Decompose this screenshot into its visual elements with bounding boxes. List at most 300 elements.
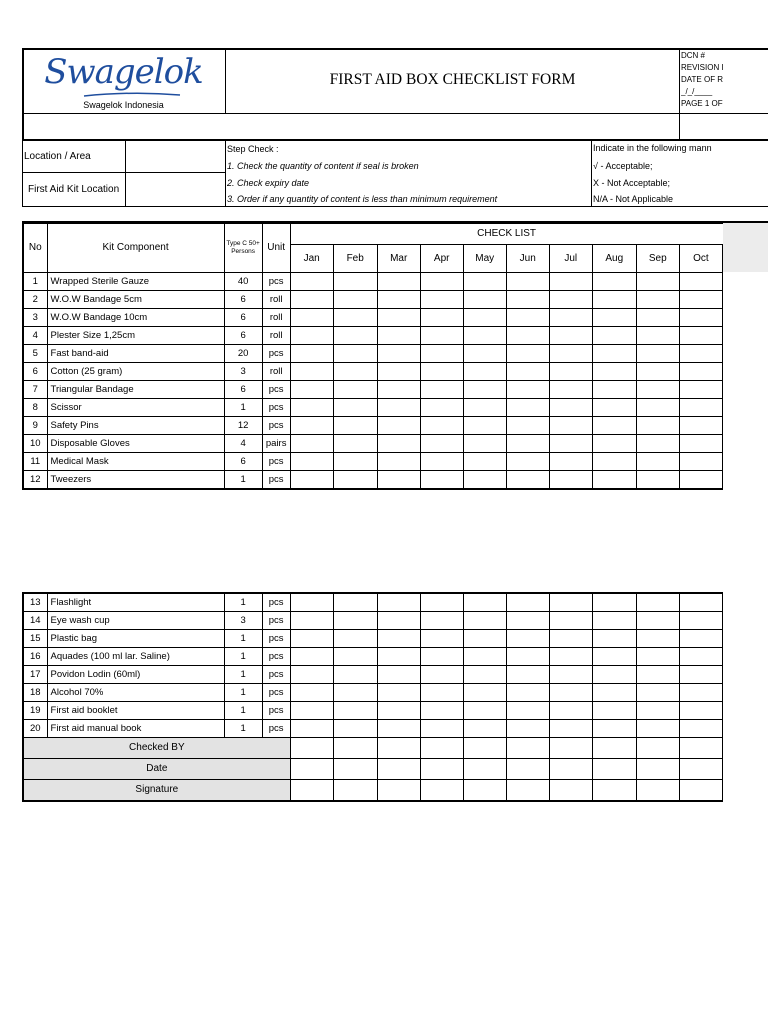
signoff-cell-aug[interactable] [592, 759, 636, 780]
check-cell-oct[interactable] [679, 291, 722, 309]
check-cell-mar[interactable] [377, 435, 420, 453]
check-cell-jan[interactable] [290, 666, 333, 684]
item-no: 7 [23, 381, 47, 399]
check-cell-jun[interactable] [506, 702, 549, 720]
check-cell-oct[interactable] [679, 273, 722, 291]
check-cell-apr[interactable] [420, 345, 463, 363]
item-qty: 3 [224, 612, 262, 630]
check-cell-oct[interactable] [679, 381, 722, 399]
check-cell-feb[interactable] [333, 309, 377, 327]
check-cell-jul[interactable] [549, 612, 592, 630]
col-type: Type C 50+ Persons [224, 224, 262, 273]
check-cell-mar[interactable] [377, 309, 420, 327]
check-cell-aug[interactable] [592, 630, 636, 648]
check-cell-feb[interactable] [333, 435, 377, 453]
check-cell-may[interactable] [463, 381, 506, 399]
check-cell-aug[interactable] [592, 593, 636, 612]
check-cell-jun[interactable] [506, 435, 549, 453]
check-cell-apr[interactable] [420, 327, 463, 345]
signoff-cell-jul[interactable] [549, 780, 592, 802]
table-row [23, 471, 723, 490]
check-cell-jan[interactable] [290, 273, 333, 291]
check-cell-apr[interactable] [420, 399, 463, 417]
check-cell-oct[interactable] [679, 612, 722, 630]
check-cell-oct[interactable] [679, 327, 722, 345]
check-cell-jun[interactable] [506, 666, 549, 684]
item-unit: roll [262, 309, 290, 327]
check-cell-may[interactable] [463, 417, 506, 435]
signoff-cell-may[interactable] [463, 759, 506, 780]
check-cell-may[interactable] [463, 684, 506, 702]
check-cell-oct[interactable] [679, 720, 722, 738]
check-cell-mar[interactable] [377, 593, 420, 612]
item-no: 18 [23, 684, 47, 702]
signoff-cell-may[interactable] [463, 738, 506, 759]
signoff-cell-aug[interactable] [592, 780, 636, 802]
check-cell-jun[interactable] [506, 417, 549, 435]
signoff-cell-sep[interactable] [636, 759, 679, 780]
month-header-feb: Feb [333, 245, 377, 273]
check-cell-oct[interactable] [679, 702, 722, 720]
item-unit: pcs [262, 381, 290, 399]
item-qty: 12 [224, 417, 262, 435]
check-cell-jan[interactable] [290, 453, 333, 471]
check-cell-oct[interactable] [679, 684, 722, 702]
table-row [23, 435, 723, 453]
check-cell-apr[interactable] [420, 593, 463, 612]
check-cell-aug[interactable] [592, 327, 636, 345]
signoff-cell-may[interactable] [463, 780, 506, 802]
check-cell-sep[interactable] [636, 702, 679, 720]
item-unit: roll [262, 327, 290, 345]
check-cell-mar[interactable] [377, 363, 420, 381]
check-cell-jun[interactable] [506, 345, 549, 363]
signoff-cell-apr[interactable] [420, 780, 463, 802]
check-cell-mar[interactable] [377, 273, 420, 291]
check-cell-sep[interactable] [636, 471, 679, 490]
check-cell-jan[interactable] [290, 435, 333, 453]
check-cell-sep[interactable] [636, 345, 679, 363]
check-cell-sep[interactable] [636, 417, 679, 435]
check-cell-sep[interactable] [636, 593, 679, 612]
check-cell-sep[interactable] [636, 612, 679, 630]
check-cell-oct[interactable] [679, 399, 722, 417]
check-cell-aug[interactable] [592, 453, 636, 471]
item-no: 4 [23, 327, 47, 345]
check-cell-sep[interactable] [636, 435, 679, 453]
signoff-cell-feb[interactable] [333, 780, 377, 802]
check-cell-oct[interactable] [679, 417, 722, 435]
check-cell-jun[interactable] [506, 273, 549, 291]
check-cell-may[interactable] [463, 648, 506, 666]
check-cell-aug[interactable] [592, 273, 636, 291]
check-cell-jun[interactable] [506, 720, 549, 738]
check-cell-aug[interactable] [592, 648, 636, 666]
check-cell-apr[interactable] [420, 684, 463, 702]
check-cell-may[interactable] [463, 630, 506, 648]
check-cell-apr[interactable] [420, 417, 463, 435]
item-unit: pcs [262, 648, 290, 666]
col-component: Kit Component [47, 224, 224, 273]
checklist-table-part-1 [22, 272, 723, 490]
check-cell-apr[interactable] [420, 702, 463, 720]
legend-acceptable: √ - Acceptable; [593, 161, 653, 171]
dcn-label: DCN # [681, 51, 706, 60]
check-cell-sep[interactable] [636, 327, 679, 345]
check-cell-may[interactable] [463, 666, 506, 684]
check-cell-jul[interactable] [549, 327, 592, 345]
item-unit: pcs [262, 702, 290, 720]
check-cell-jul[interactable] [549, 291, 592, 309]
check-cell-aug[interactable] [592, 684, 636, 702]
check-cell-oct[interactable] [679, 435, 722, 453]
check-cell-jul[interactable] [549, 453, 592, 471]
check-cell-aug[interactable] [592, 345, 636, 363]
check-cell-feb[interactable] [333, 630, 377, 648]
check-cell-feb[interactable] [333, 648, 377, 666]
check-cell-feb[interactable] [333, 399, 377, 417]
check-cell-jul[interactable] [549, 345, 592, 363]
check-cell-feb[interactable] [333, 417, 377, 435]
check-cell-apr[interactable] [420, 435, 463, 453]
check-cell-jul[interactable] [549, 417, 592, 435]
check-cell-may[interactable] [463, 612, 506, 630]
check-cell-jul[interactable] [549, 684, 592, 702]
item-qty: 6 [224, 381, 262, 399]
signoff-row [23, 780, 723, 802]
check-cell-jan[interactable] [290, 593, 333, 612]
month-header-jul: Jul [549, 245, 592, 273]
check-cell-jan[interactable] [290, 648, 333, 666]
check-cell-jan[interactable] [290, 327, 333, 345]
check-cell-feb[interactable] [333, 612, 377, 630]
company-name: Swagelok Indonesia [83, 100, 164, 110]
check-cell-sep[interactable] [636, 381, 679, 399]
check-cell-jan[interactable] [290, 291, 333, 309]
signoff-cell-jan[interactable] [290, 759, 333, 780]
check-cell-apr[interactable] [420, 630, 463, 648]
item-no: 5 [23, 345, 47, 363]
header-mid-border [22, 113, 768, 114]
check-cell-apr[interactable] [420, 273, 463, 291]
check-cell-feb[interactable] [333, 702, 377, 720]
item-qty: 6 [224, 291, 262, 309]
item-qty: 40 [224, 273, 262, 291]
check-cell-jan[interactable] [290, 702, 333, 720]
check-cell-aug[interactable] [592, 399, 636, 417]
signoff-cell-oct[interactable] [679, 738, 722, 759]
check-cell-apr[interactable] [420, 291, 463, 309]
check-cell-oct[interactable] [679, 630, 722, 648]
item-name: Wrapped Sterile Gauze [47, 273, 224, 291]
step-1: 1. Check the quantity of content if seal is broken [227, 161, 419, 171]
check-cell-may[interactable] [463, 363, 506, 381]
check-cell-apr[interactable] [420, 363, 463, 381]
check-cell-mar[interactable] [377, 702, 420, 720]
signoff-cell-sep[interactable] [636, 780, 679, 802]
check-cell-jul[interactable] [549, 309, 592, 327]
check-cell-oct[interactable] [679, 471, 722, 490]
check-cell-mar[interactable] [377, 453, 420, 471]
item-name: First aid manual book [47, 720, 224, 738]
item-no: 15 [23, 630, 47, 648]
check-cell-sep[interactable] [636, 648, 679, 666]
item-name: Alcohol 70% [47, 684, 224, 702]
item-qty: 6 [224, 453, 262, 471]
signoff-cell-jan[interactable] [290, 738, 333, 759]
signoff-cell-jul[interactable] [549, 759, 592, 780]
check-cell-jun[interactable] [506, 630, 549, 648]
signoff-cell-aug[interactable] [592, 738, 636, 759]
check-cell-jul[interactable] [549, 666, 592, 684]
table-row [23, 309, 723, 327]
check-cell-jul[interactable] [549, 593, 592, 612]
check-cell-may[interactable] [463, 453, 506, 471]
check-cell-apr[interactable] [420, 720, 463, 738]
kit-location-field[interactable] [127, 175, 223, 204]
check-cell-apr[interactable] [420, 648, 463, 666]
item-unit: pcs [262, 593, 290, 612]
check-cell-aug[interactable] [592, 363, 636, 381]
signoff-cell-mar[interactable] [377, 738, 420, 759]
check-cell-apr[interactable] [420, 612, 463, 630]
check-cell-oct[interactable] [679, 453, 722, 471]
item-name: Povidon Lodin (60ml) [47, 666, 224, 684]
signoff-cell-oct[interactable] [679, 759, 722, 780]
check-cell-aug[interactable] [592, 666, 636, 684]
check-cell-jun[interactable] [506, 363, 549, 381]
step-3: 3. Order if any quantity of content is less than minimum requirement [227, 194, 498, 204]
signoff-cell-sep[interactable] [636, 738, 679, 759]
check-cell-sep[interactable] [636, 309, 679, 327]
check-cell-jan[interactable] [290, 612, 333, 630]
location-field[interactable] [127, 142, 223, 170]
item-no: 12 [23, 471, 47, 490]
check-cell-jul[interactable] [549, 381, 592, 399]
check-cell-mar[interactable] [377, 471, 420, 490]
signoff-cell-oct[interactable] [679, 780, 722, 802]
check-cell-oct[interactable] [679, 345, 722, 363]
check-cell-mar[interactable] [377, 666, 420, 684]
check-cell-jan[interactable] [290, 309, 333, 327]
info-row-divider [22, 172, 226, 173]
check-cell-sep[interactable] [636, 630, 679, 648]
signoff-cell-apr[interactable] [420, 738, 463, 759]
signoff-cell-feb[interactable] [333, 759, 377, 780]
check-cell-jan[interactable] [290, 471, 333, 490]
check-cell-may[interactable] [463, 702, 506, 720]
signoff-label: Signature [23, 780, 290, 802]
item-no: 19 [23, 702, 47, 720]
check-cell-sep[interactable] [636, 666, 679, 684]
item-name: Aquades (100 ml lar. Saline) [47, 648, 224, 666]
check-cell-may[interactable] [463, 291, 506, 309]
month-header-mar: Mar [377, 245, 420, 273]
check-cell-jul[interactable] [549, 630, 592, 648]
check-cell-jun[interactable] [506, 612, 549, 630]
check-cell-may[interactable] [463, 327, 506, 345]
check-cell-jul[interactable] [549, 471, 592, 490]
check-cell-jan[interactable] [290, 381, 333, 399]
check-cell-jul[interactable] [549, 399, 592, 417]
check-cell-oct[interactable] [679, 593, 722, 612]
check-cell-jan[interactable] [290, 684, 333, 702]
table-row [23, 363, 723, 381]
check-cell-feb[interactable] [333, 291, 377, 309]
check-cell-apr[interactable] [420, 309, 463, 327]
check-cell-mar[interactable] [377, 720, 420, 738]
check-cell-jan[interactable] [290, 399, 333, 417]
check-cell-aug[interactable] [592, 309, 636, 327]
check-cell-jun[interactable] [506, 327, 549, 345]
check-cell-aug[interactable] [592, 417, 636, 435]
step-check-heading: Step Check : [227, 144, 279, 154]
item-name: Plastic bag [47, 630, 224, 648]
check-cell-may[interactable] [463, 273, 506, 291]
check-cell-mar[interactable] [377, 684, 420, 702]
check-cell-sep[interactable] [636, 291, 679, 309]
check-cell-jul[interactable] [549, 702, 592, 720]
check-cell-may[interactable] [463, 471, 506, 490]
signoff-cell-apr[interactable] [420, 759, 463, 780]
signoff-cell-jun[interactable] [506, 759, 549, 780]
check-cell-feb[interactable] [333, 381, 377, 399]
legend-heading: Indicate in the following mann [593, 143, 712, 153]
signoff-cell-jul[interactable] [549, 738, 592, 759]
check-cell-feb[interactable] [333, 453, 377, 471]
signoff-row [23, 738, 723, 759]
check-cell-feb[interactable] [333, 593, 377, 612]
month-header-apr: Apr [420, 245, 463, 273]
signoff-cell-jan[interactable] [290, 780, 333, 802]
check-cell-may[interactable] [463, 720, 506, 738]
check-cell-jan[interactable] [290, 363, 333, 381]
item-no: 14 [23, 612, 47, 630]
check-cell-jan[interactable] [290, 345, 333, 363]
check-cell-may[interactable] [463, 399, 506, 417]
table-row [23, 648, 723, 666]
check-cell-oct[interactable] [679, 363, 722, 381]
check-cell-mar[interactable] [377, 612, 420, 630]
check-cell-mar[interactable] [377, 399, 420, 417]
check-cell-jul[interactable] [549, 648, 592, 666]
check-cell-sep[interactable] [636, 684, 679, 702]
check-cell-mar[interactable] [377, 327, 420, 345]
signoff-cell-mar[interactable] [377, 759, 420, 780]
check-cell-sep[interactable] [636, 363, 679, 381]
check-cell-jun[interactable] [506, 593, 549, 612]
check-cell-jan[interactable] [290, 630, 333, 648]
check-cell-feb[interactable] [333, 363, 377, 381]
check-cell-jun[interactable] [506, 453, 549, 471]
check-cell-feb[interactable] [333, 720, 377, 738]
check-cell-jul[interactable] [549, 363, 592, 381]
table-row [23, 381, 723, 399]
check-cell-jun[interactable] [506, 291, 549, 309]
date-value: _/_/____ [681, 87, 713, 96]
signoff-cell-mar[interactable] [377, 780, 420, 802]
check-cell-mar[interactable] [377, 345, 420, 363]
check-cell-jul[interactable] [549, 720, 592, 738]
check-cell-feb[interactable] [333, 273, 377, 291]
check-cell-sep[interactable] [636, 453, 679, 471]
check-cell-may[interactable] [463, 345, 506, 363]
header-divider-2 [679, 48, 680, 140]
check-cell-aug[interactable] [592, 471, 636, 490]
table-row [23, 345, 723, 363]
check-cell-jun[interactable] [506, 309, 549, 327]
check-cell-apr[interactable] [420, 453, 463, 471]
check-cell-oct[interactable] [679, 309, 722, 327]
item-unit: pcs [262, 453, 290, 471]
check-cell-sep[interactable] [636, 399, 679, 417]
check-cell-sep[interactable] [636, 720, 679, 738]
check-cell-sep[interactable] [636, 273, 679, 291]
check-cell-mar[interactable] [377, 417, 420, 435]
signoff-cell-jun[interactable] [506, 780, 549, 802]
item-qty: 1 [224, 666, 262, 684]
check-cell-mar[interactable] [377, 381, 420, 399]
check-cell-jun[interactable] [506, 648, 549, 666]
check-cell-feb[interactable] [333, 471, 377, 490]
check-cell-apr[interactable] [420, 471, 463, 490]
item-qty: 1 [224, 593, 262, 612]
check-cell-may[interactable] [463, 435, 506, 453]
check-cell-jul[interactable] [549, 273, 592, 291]
check-cell-jun[interactable] [506, 381, 549, 399]
table-row [23, 417, 723, 435]
check-cell-aug[interactable] [592, 702, 636, 720]
check-cell-apr[interactable] [420, 381, 463, 399]
check-cell-aug[interactable] [592, 720, 636, 738]
check-cell-aug[interactable] [592, 612, 636, 630]
check-cell-may[interactable] [463, 309, 506, 327]
table-row [23, 702, 723, 720]
check-cell-jun[interactable] [506, 684, 549, 702]
check-cell-oct[interactable] [679, 648, 722, 666]
item-qty: 1 [224, 702, 262, 720]
check-cell-feb[interactable] [333, 345, 377, 363]
check-cell-aug[interactable] [592, 435, 636, 453]
check-cell-oct[interactable] [679, 666, 722, 684]
check-cell-aug[interactable] [592, 291, 636, 309]
signoff-cell-feb[interactable] [333, 738, 377, 759]
check-cell-feb[interactable] [333, 666, 377, 684]
check-cell-apr[interactable] [420, 666, 463, 684]
month-header-sep: Sep [636, 245, 679, 273]
item-name: Tweezers [47, 471, 224, 490]
check-cell-jul[interactable] [549, 435, 592, 453]
check-cell-jun[interactable] [506, 471, 549, 490]
check-cell-aug[interactable] [592, 381, 636, 399]
check-cell-jan[interactable] [290, 417, 333, 435]
check-cell-jan[interactable] [290, 720, 333, 738]
item-no: 9 [23, 417, 47, 435]
check-cell-may[interactable] [463, 593, 506, 612]
check-cell-feb[interactable] [333, 327, 377, 345]
item-unit: pcs [262, 630, 290, 648]
signoff-cell-jun[interactable] [506, 738, 549, 759]
check-cell-mar[interactable] [377, 630, 420, 648]
check-cell-jun[interactable] [506, 399, 549, 417]
check-cell-mar[interactable] [377, 291, 420, 309]
item-name: First aid booklet [47, 702, 224, 720]
item-qty: 1 [224, 630, 262, 648]
item-unit: pcs [262, 666, 290, 684]
month-header-jan: Jan [290, 245, 333, 273]
check-cell-mar[interactable] [377, 648, 420, 666]
check-cell-feb[interactable] [333, 684, 377, 702]
